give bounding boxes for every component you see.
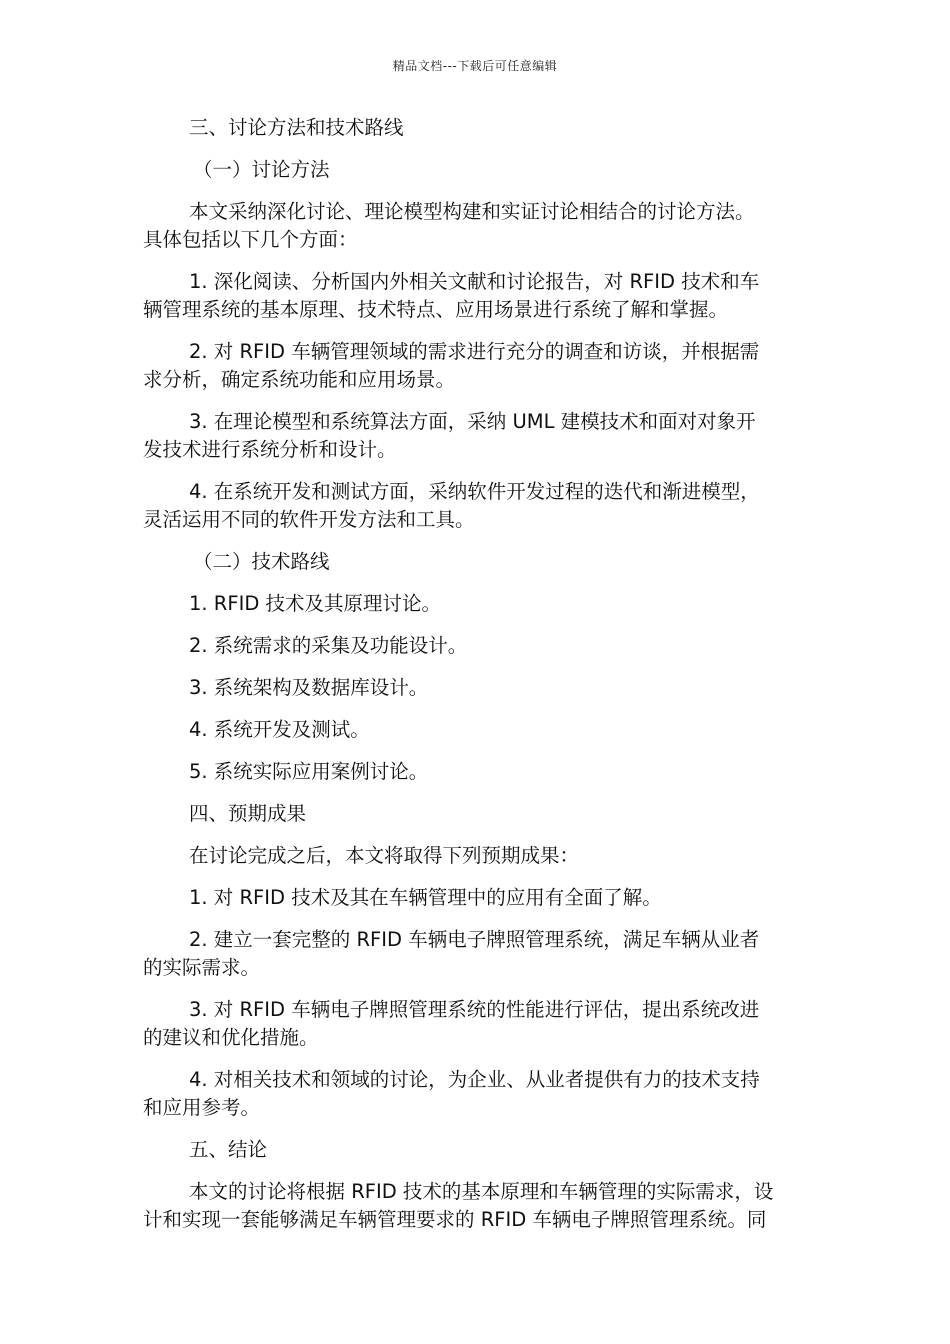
tech-item-1: 1. RFID 技术及其原理讨论。 [189,592,442,615]
tech-item-3: 3. 系统架构及数据库设计。 [189,676,429,699]
page-header: 精品文档---下载后可任意编辑 [392,59,558,73]
paragraph-intro-line1: 本文采纳深化讨论、理论模型构建和实证讨论相结合的讨论方法。 [189,200,755,223]
paragraph-intro-line2: 具体包括以下几个方面： [143,228,358,251]
result-item-4-line1: 4. 对相关技术和领域的讨论，为企业、从业者提供有力的技术支持 [189,1068,760,1091]
result-item-1: 1. 对 RFID 技术及其在车辆管理中的应用有全面了解。 [189,886,662,909]
result-item-2-line2: 的实际需求。 [143,956,261,979]
result-item-2-line1: 2. 建立一套完整的 RFID 车辆电子牌照管理系统，满足车辆从业者 [189,928,760,951]
subsection-heading-methods: （一）讨论方法 [193,158,330,181]
method-item-3-line2: 发技术进行系统分析和设计。 [143,438,397,461]
method-item-1-line2: 辆管理系统的基本原理、技术特点、应用场景进行系统了解和掌握。 [143,298,729,321]
section-heading-4: 四、预期成果 [189,802,307,825]
tech-item-2: 2. 系统需求的采集及功能设计。 [189,634,468,657]
section-heading-3: 三、讨论方法和技术路线 [189,116,404,139]
method-item-4-line2: 灵活运用不同的软件开发方法和工具。 [143,508,475,531]
results-intro: 在讨论完成之后，本文将取得下列预期成果： [189,844,580,867]
result-item-4-line2: 和应用参考。 [143,1096,261,1119]
tech-item-4: 4. 系统开发及测试。 [189,718,370,741]
method-item-3-line1: 3. 在理论模型和系统算法方面，采纳 UML 建模技术和面对对象开 [189,410,756,433]
result-item-3-line1: 3. 对 RFID 车辆电子牌照管理系统的性能进行评估，提出系统改进 [189,998,760,1021]
conclusion-line2: 计和实现一套能够满足车辆管理要求的 RFID 车辆电子牌照管理系统。同 [143,1208,767,1231]
subsection-heading-tech-route: （二）技术路线 [193,550,330,573]
document-body [143,114,811,1234]
section-heading-5: 五、结论 [189,1138,268,1161]
tech-item-5: 5. 系统实际应用案例讨论。 [189,760,429,783]
method-item-2-line2: 求分析，确定系统功能和应用场景。 [143,368,456,391]
method-item-2-line1: 2. 对 RFID 车辆管理领域的需求进行充分的调查和访谈，并根据需 [189,340,760,363]
conclusion-line1: 本文的讨论将根据 RFID 技术的基本原理和车辆管理的实际需求，设 [189,1180,774,1203]
method-item-4-line1: 4. 在系统开发和测试方面，采纳软件开发过程的迭代和渐进模型， [189,480,760,503]
result-item-3-line2: 的建议和优化措施。 [143,1026,319,1049]
method-item-1-line1: 1. 深化阅读、分析国内外相关文献和讨论报告，对 RFID 技术和车 [189,270,760,293]
